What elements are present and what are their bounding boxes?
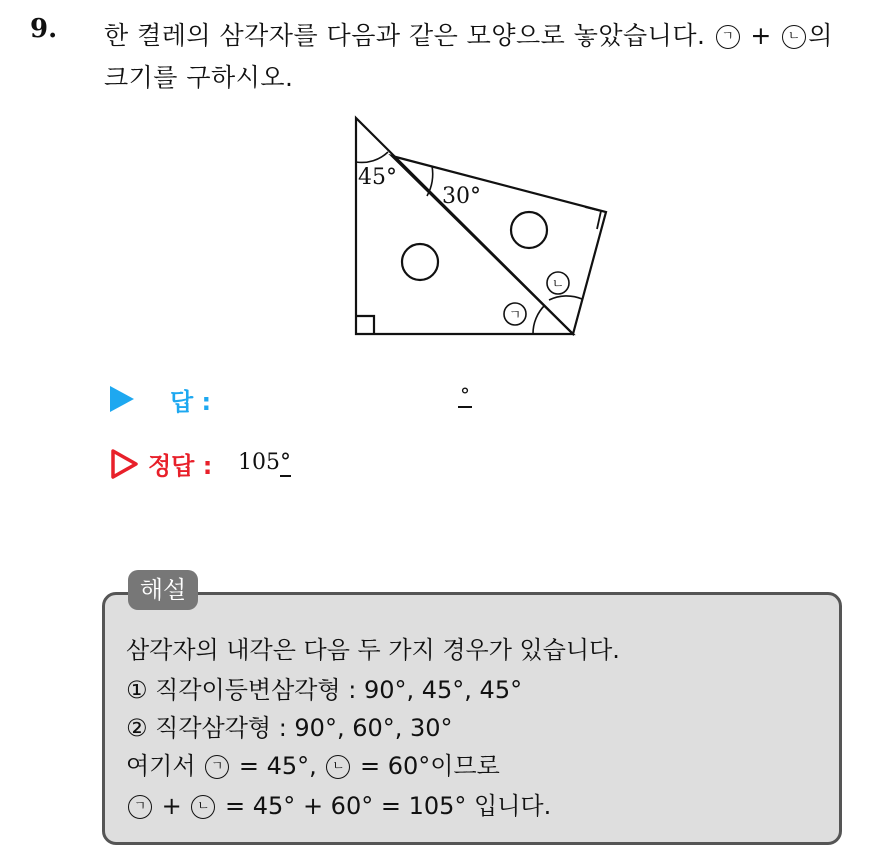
right-angle-mark-right <box>585 207 601 229</box>
arc-b <box>549 296 582 300</box>
solution-line-5-mark-b: ㄴ <box>191 795 215 819</box>
solution-line-5-plus: + <box>161 792 182 820</box>
solution-tag: 해설 <box>128 570 198 610</box>
figure-mark-a: ㄱ <box>508 308 522 323</box>
right-angle-mark-left <box>356 316 374 334</box>
answer-blank[interactable]: ° <box>460 383 470 407</box>
solution-mark-a: ㄱ <box>205 755 229 779</box>
correct-answer <box>238 450 291 475</box>
angle-label-45: 45° <box>358 165 397 190</box>
arc-a <box>533 305 545 334</box>
circled-mark-a: ㄱ <box>716 25 740 49</box>
angle-label-30: 30° <box>442 184 481 209</box>
arc-45 <box>356 152 388 162</box>
correct-label: 정답 : <box>148 452 213 480</box>
question-line-1 <box>104 16 833 52</box>
question-number: 9. <box>30 14 58 44</box>
correct-value: 105 <box>238 450 280 475</box>
hole-right <box>511 212 547 248</box>
question-text-1: 한 켤레의 삼각자를 다음과 같은 모양으로 놓았습니다. <box>104 21 706 50</box>
question-line-2: 크기를 구하시오. <box>104 63 294 92</box>
triangle-figure <box>340 108 620 348</box>
solution-line-4-suffix: = 60°이므로 <box>360 752 500 780</box>
solution-line-1: 삼각자의 내각은 다음 두 가지 경우가 있습니다. <box>126 636 620 664</box>
solution-line-5-suffix: = 45° + 60° = 105° 입니다. <box>225 792 552 820</box>
solution-line-4-mid: = 45°, <box>238 752 317 780</box>
answer-label: 답 : <box>170 388 212 416</box>
answer-arrow-icon <box>110 386 134 412</box>
solution-mark-b: ㄴ <box>326 755 350 779</box>
correct-arrow-icon <box>110 448 140 480</box>
solution-line-4 <box>126 746 500 781</box>
answer-row <box>110 382 610 418</box>
solution-line-5-mark-a: ㄱ <box>128 795 152 819</box>
correct-row <box>110 446 610 482</box>
solution-line-3: ② 직각삼각형 : 90°, 60°, 30° <box>126 714 453 742</box>
correct-unit: ° <box>280 450 291 475</box>
solution-line-5 <box>126 786 551 821</box>
figure-mark-b: ㄴ <box>551 277 565 292</box>
solution-line-4-prefix: 여기서 <box>126 752 196 780</box>
circled-mark-b: ㄴ <box>782 25 806 49</box>
solution-line-2: ① 직각이등변삼각형 : 90°, 45°, 45° <box>126 676 523 704</box>
plus-sign: + <box>750 21 772 50</box>
hole-left <box>402 244 438 280</box>
question-suffix: 의 <box>808 21 833 50</box>
